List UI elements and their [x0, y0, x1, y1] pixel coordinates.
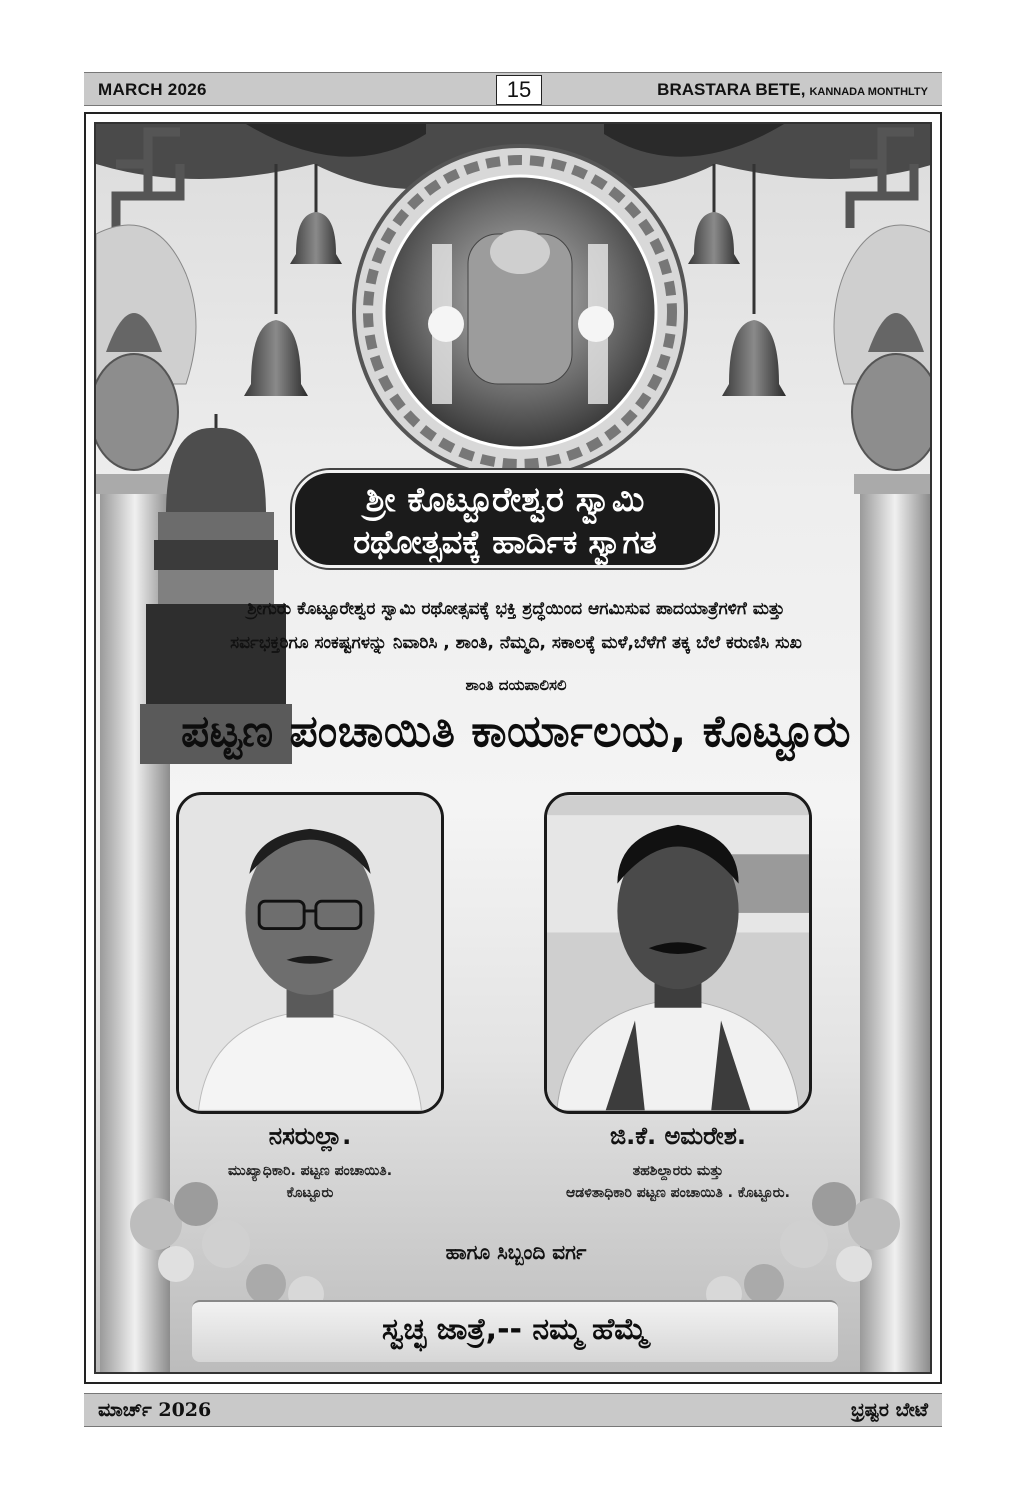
right-person-role: [506, 1160, 850, 1204]
right-kalasha-icon: [852, 354, 932, 470]
advertisement-poster: [94, 122, 932, 1374]
right-person-name: ಜಿ.ಕೆ. ಅಮರೇಶ.: [610, 1122, 746, 1150]
page-footer: [84, 1393, 942, 1427]
bell-icon: [688, 164, 740, 264]
page-header: [84, 72, 942, 106]
slogan-text: ಸ್ವಚ್ಛ ಜಾತ್ರೆ,-- ನಮ್ಮ ಹೆಮ್ಮೆ: [382, 1312, 648, 1347]
office-name: ಪಟ್ಟಣ ಪಂಚಾಯಿತಿ ಕಾರ್ಯಾಲಯ, ಕೊಟ್ಟೂರು: [180, 706, 852, 757]
event-title-line2: ರಥೋತ್ಸವಕ್ಕೆ ಹಾರ್ದಿಕ ಸ್ವಾಗತ: [353, 523, 657, 561]
description-line3: ಶಾಂತಿ ದಯಪಾಲಿಸಲಿ: [465, 676, 567, 694]
event-description: [136, 592, 896, 660]
event-title-line1: ಶ್ರೀ ಕೊಟ್ಟೂರೇಶ್ವರ ಸ್ವಾಮಿ: [365, 480, 645, 520]
left-role-line2: ಕೊಟ್ಟೂರು: [286, 1185, 334, 1201]
page-number: 15: [496, 75, 542, 105]
publication-subtitle: KANNADA MONTHLTY: [809, 86, 928, 98]
left-role-line1: ಮುಖ್ಯಾಧಿಕಾರಿ. ಪಟ್ಟಣ ಪಂಚಾಯಿತಿ.: [227, 1163, 393, 1179]
event-title-banner: [292, 470, 718, 568]
description-line1: ಶ್ರೀಗುರು ಕೊಟ್ಟೂರೇಶ್ವರ ಸ್ವಾಮಿ ರಥೋತ್ಸವಕ್ಕೆ ಭಕ್ತಿ ಶ್ರದ್ಧೆಯಿಂದ ಆಗಮಿಸುವ ಪಾದಯಾತ್ರೆಗಳಿಗೆ ಮತ್ತು: [247, 599, 785, 619]
bell-icon: [722, 164, 786, 396]
footer-publication: ಭ್ರಷ್ಟರ ಬೇಟೆ: [850, 1399, 928, 1421]
issue-date: MARCH 2026: [98, 80, 207, 99]
right-role-line2: ಆಡಳಿತಾಧಿಕಾರಿ ಪಟ್ಟಣ ಪಂಚಾಯಿತಿ . ಕೊಟ್ಟೂರು.: [566, 1185, 790, 1201]
right-person-photo: [544, 792, 812, 1114]
bell-icon: [244, 164, 308, 396]
publication-name: BRASTARA BETE,: [657, 80, 806, 99]
bell-icon: [290, 164, 342, 264]
left-person-name: ನಸರುಲ್ಲಾ.: [268, 1122, 352, 1150]
advertisement-frame: [84, 112, 942, 1384]
footer-date: ಮಾರ್ಚ್ 2026: [98, 1399, 212, 1421]
publication-title: [657, 80, 928, 100]
left-person-role: [166, 1160, 454, 1204]
description-line2: ಸರ್ವಭಕ್ತರಿಗೂ ಸಂಕಷ್ಟಗಳನ್ನು ನಿವಾರಿಸಿ , ಶಾಂತಿ, ನೆಮ್ಮದಿ, ಸಕಾಲಕ್ಕೆ ಮಳೆ,ಬೆಳೆಗೆ ತಕ್ಕ ಬೆಲೆ ಕರುಣಿಸಿ ಸುಖ: [230, 633, 802, 653]
staff-line: ಹಾಗೂ ಸಿಬ್ಬಂದಿ ವರ್ಗ: [445, 1240, 587, 1264]
left-person-photo: [176, 792, 444, 1114]
right-role-line1: ತಹಶಿಲ್ದಾರರು ಮತ್ತು: [632, 1163, 724, 1179]
left-kalasha-icon: [96, 354, 178, 470]
